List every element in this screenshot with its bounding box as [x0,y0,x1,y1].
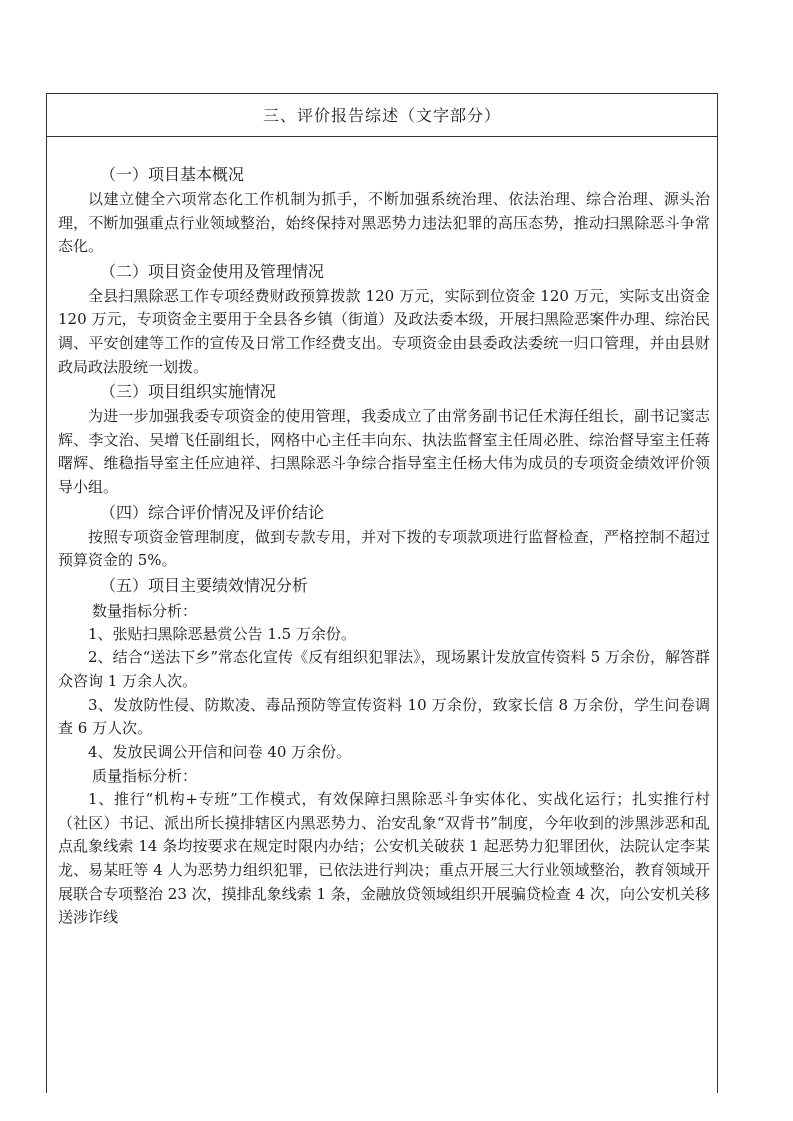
section-2 [58,259,710,379]
list-item: 1、张贴扫黑除恶悬赏公告 1.5 万余份。 [88,624,356,643]
section-1 [58,162,710,259]
section-heading: （三）项目组织实施情况 [100,382,277,402]
section-paragraph: 为进一步加强我委专项资金的使用管理，我委成立了由常务副书记任术海任组长，副书记窦志辉、李文治、吴增飞任副组长，网格中心主任丰向东、执法监督室主任周必胜、综治督导室主任蒋曙辉、维稳指导室主任应迪祥、扫黑除恶斗争综合指导室主任杨大伟为成员的专项资金绩效评价领导小组。 [58,407,710,496]
quality-label: 质量指标分析： [92,767,198,786]
report-body [58,162,710,930]
section-5 [58,573,710,930]
list-item: 1、推行“机构+专班”工作模式，有效保障扫黑除恶斗争实体化、实战化运行；扎实推行村（社区）书记、派出所长摸排辖区内黑恶势力、治安乱象“双背书”制度，今年收到的涉黑涉恶和乱点乱象线索 14 条均按要求在规定时限内办结；公安机关破获 1 起恶势力犯罪团伙，法院认定李某龙、易某旺等 4 人为恶势力组织犯罪，已依法进行判决；重点开展三大行业领域整治，教育领域开展联合专项整治 23 次，摸排乱象线索 1 条，金融放贷领域组织开展骗贷检查 4 次，向公安机关移送涉诈线 [58,790,710,927]
quantity-label: 数量指标分析： [92,601,198,620]
page-title: 三、评价报告综述（文字部分） [46,93,718,137]
list-item: 2、结合“送法下乡”常态化宣传《反有组织犯罪法》，现场累计发放宣传资料 5 万余份，解答群众咨询 1 万余人次。 [58,648,710,690]
section-heading: （一）项目基本概况 [100,165,245,184]
section-3 [58,379,710,499]
section-paragraph: 按照专项资金管理制度，做到专款专用，并对下拨的专项款项进行监督检查，严格控制不超过预算资金的 5%。 [58,527,710,570]
section-heading: （二）项目资金使用及管理情况 [100,261,325,281]
section-4 [58,500,710,573]
list-item: 4、发放民调公开信和问卷 40 万余份。 [88,742,352,761]
section-paragraph: 全县扫黑除恶工作专项经费财政预算拨款 120 万元，实际到位资金 120 万元，实际支出资金 120 万元，专项资金主要用于全县各乡镇（街道）及政法委本级，开展扫黑险恶案件办理、综治民调、平安创建等工作的宣传及日常工作经费支出。专项资金由县委政法委统一归口管理，并由县财政局政法股统一划拨。 [58,286,710,376]
section-paragraph: 以建立健全六项常态化工作机制为抓手，不断加强系统治理、依法治理、综合治理、源头治理，不断加强重点行业领域整治，始终保持对黑恶势力违法犯罪的高压态势，推动扫黑除恶斗争常态化。 [58,190,710,256]
section-heading: （五）项目主要绩效情况分析 [100,575,309,595]
section-heading: （四）综合评价情况及评价结论 [100,502,325,522]
list-item: 3、发放防性侵、防欺凌、毒品预防等宣传资料 10 万余份，致家长信 8 万余份，学生问卷调查 6 万人次。 [58,695,710,738]
